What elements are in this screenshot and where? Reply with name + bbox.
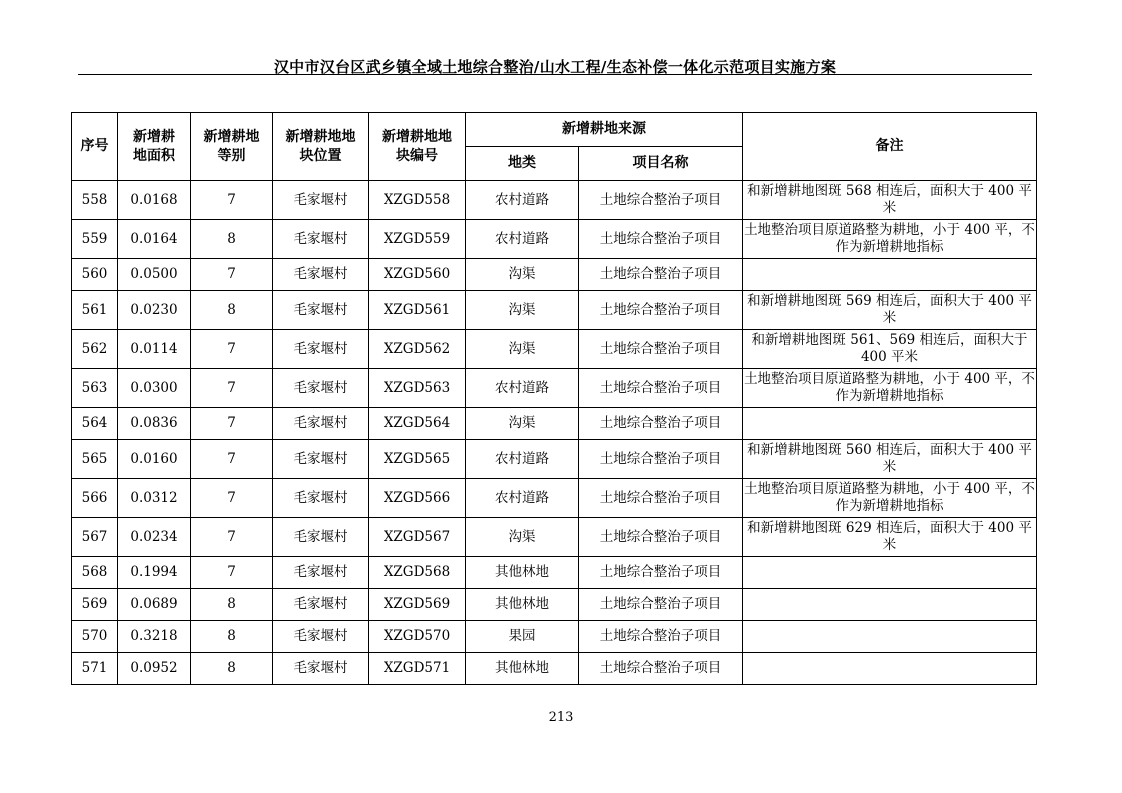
cell-remark: [743, 259, 1037, 291]
cell-area: 0.0164: [118, 220, 191, 259]
cell-code: XZGD562: [369, 330, 466, 369]
cell-area: 0.0952: [118, 653, 191, 685]
cell-seq: 568: [72, 557, 118, 589]
cell-project: 土地综合整治子项目: [579, 589, 743, 621]
cell-code: XZGD560: [369, 259, 466, 291]
cell-area: 0.0114: [118, 330, 191, 369]
cell-project: 土地综合整治子项目: [579, 557, 743, 589]
col-header-grade: 新增耕地 等别: [191, 113, 273, 181]
cell-seq: 558: [72, 181, 118, 220]
cell-grade: 8: [191, 653, 273, 685]
cell-code: XZGD567: [369, 518, 466, 557]
cell-location: 毛家堰村: [273, 589, 369, 621]
col-header-area: 新增耕 地面积: [118, 113, 191, 181]
cell-area: 0.0230: [118, 291, 191, 330]
cell-remark: [743, 653, 1037, 685]
cell-code: XZGD558: [369, 181, 466, 220]
header-rule: [78, 74, 1032, 75]
table-row: [72, 291, 1037, 330]
cell-grade: 7: [191, 259, 273, 291]
cell-grade: 7: [191, 518, 273, 557]
cell-code: XZGD559: [369, 220, 466, 259]
table-row: [72, 479, 1037, 518]
table-row: [72, 653, 1037, 685]
cell-location: 毛家堰村: [273, 330, 369, 369]
cell-grade: 7: [191, 369, 273, 408]
cell-area: 0.0836: [118, 408, 191, 440]
cell-code: XZGD570: [369, 621, 466, 653]
cell-code: XZGD565: [369, 440, 466, 479]
cell-project: 土地综合整治子项目: [579, 369, 743, 408]
cell-code: XZGD561: [369, 291, 466, 330]
table-row: [72, 259, 1037, 291]
cell-location: 毛家堰村: [273, 408, 369, 440]
cell-land-type: 沟渠: [466, 330, 579, 369]
cell-land-type: 沟渠: [466, 518, 579, 557]
cell-land-type: 沟渠: [466, 408, 579, 440]
cell-project: 土地综合整治子项目: [579, 220, 743, 259]
cell-grade: 7: [191, 440, 273, 479]
cell-remark: [743, 408, 1037, 440]
cell-area: 0.0168: [118, 181, 191, 220]
cell-seq: 564: [72, 408, 118, 440]
cell-location: 毛家堰村: [273, 557, 369, 589]
table-row: [72, 440, 1037, 479]
cell-grade: 8: [191, 621, 273, 653]
cell-seq: 560: [72, 259, 118, 291]
cell-location: 毛家堰村: [273, 653, 369, 685]
cell-location: 毛家堰村: [273, 479, 369, 518]
table-row: [72, 408, 1037, 440]
cell-code: XZGD566: [369, 479, 466, 518]
cell-grade: 7: [191, 330, 273, 369]
cell-grade: 8: [191, 220, 273, 259]
table-row: [72, 557, 1037, 589]
farmland-table: [71, 112, 1037, 685]
cell-seq: 571: [72, 653, 118, 685]
cell-code: XZGD564: [369, 408, 466, 440]
table-header-row: [72, 113, 1037, 147]
col-header-location: 新增耕地地 块位置: [273, 113, 369, 181]
cell-seq: 569: [72, 589, 118, 621]
table-row: [72, 589, 1037, 621]
cell-code: XZGD569: [369, 589, 466, 621]
cell-project: 土地综合整治子项目: [579, 259, 743, 291]
col-header-land-type: 地类: [466, 147, 579, 181]
cell-area: 0.0689: [118, 589, 191, 621]
table-row: [72, 220, 1037, 259]
cell-remark: 和新增耕地图斑 568 相连后，面积大于 400 平米: [743, 181, 1037, 220]
cell-area: 0.0500: [118, 259, 191, 291]
cell-remark: [743, 589, 1037, 621]
cell-code: XZGD568: [369, 557, 466, 589]
cell-land-type: 农村道路: [466, 440, 579, 479]
cell-project: 土地综合整治子项目: [579, 653, 743, 685]
cell-grade: 7: [191, 181, 273, 220]
cell-location: 毛家堰村: [273, 518, 369, 557]
cell-grade: 7: [191, 479, 273, 518]
cell-project: 土地综合整治子项目: [579, 518, 743, 557]
cell-grade: 7: [191, 557, 273, 589]
cell-location: 毛家堰村: [273, 220, 369, 259]
cell-location: 毛家堰村: [273, 291, 369, 330]
cell-remark: 和新增耕地图斑 569 相连后，面积大于 400 平米: [743, 291, 1037, 330]
cell-land-type: 其他林地: [466, 589, 579, 621]
cell-remark: 和新增耕地图斑 560 相连后，面积大于 400 平米: [743, 440, 1037, 479]
col-header-project: 项目名称: [579, 147, 743, 181]
cell-project: 土地综合整治子项目: [579, 440, 743, 479]
cell-seq: 567: [72, 518, 118, 557]
cell-land-type: 农村道路: [466, 369, 579, 408]
cell-area: 0.0234: [118, 518, 191, 557]
cell-remark: 土地整治项目原道路整为耕地，小于 400 平，不作为新增耕地指标: [743, 369, 1037, 408]
table-body: [72, 181, 1037, 685]
cell-seq: 559: [72, 220, 118, 259]
cell-remark: 土地整治项目原道路整为耕地，小于 400 平，不作为新增耕地指标: [743, 479, 1037, 518]
cell-area: 0.3218: [118, 621, 191, 653]
table-row: [72, 181, 1037, 220]
cell-location: 毛家堰村: [273, 181, 369, 220]
cell-area: 0.0160: [118, 440, 191, 479]
table-row: [72, 621, 1037, 653]
cell-location: 毛家堰村: [273, 621, 369, 653]
cell-remark: 和新增耕地图斑 561、569 相连后，面积大于 400 平米: [743, 330, 1037, 369]
cell-area: 0.1994: [118, 557, 191, 589]
cell-seq: 562: [72, 330, 118, 369]
col-header-code: 新增耕地地 块编号: [369, 113, 466, 181]
cell-location: 毛家堰村: [273, 440, 369, 479]
cell-land-type: 沟渠: [466, 259, 579, 291]
cell-remark: 土地整治项目原道路整为耕地，小于 400 平，不作为新增耕地指标: [743, 220, 1037, 259]
cell-land-type: 农村道路: [466, 181, 579, 220]
page-header-title: 汉中市汉台区武乡镇全域土地综合整治/山水工程/生态补偿一体化示范项目实施方案: [273, 58, 837, 76]
cell-area: 0.0300: [118, 369, 191, 408]
cell-project: 土地综合整治子项目: [579, 291, 743, 330]
cell-seq: 561: [72, 291, 118, 330]
cell-code: XZGD563: [369, 369, 466, 408]
table-row: [72, 518, 1037, 557]
cell-location: 毛家堰村: [273, 259, 369, 291]
table-row: [72, 369, 1037, 408]
cell-project: 土地综合整治子项目: [579, 621, 743, 653]
cell-land-type: 农村道路: [466, 479, 579, 518]
cell-project: 土地综合整治子项目: [579, 408, 743, 440]
cell-grade: 8: [191, 589, 273, 621]
page-number: 213: [548, 710, 574, 725]
cell-grade: 8: [191, 291, 273, 330]
cell-land-type: 农村道路: [466, 220, 579, 259]
cell-remark: 和新增耕地图斑 629 相连后，面积大于 400 平米: [743, 518, 1037, 557]
cell-remark: [743, 557, 1037, 589]
cell-land-type: 其他林地: [466, 653, 579, 685]
cell-seq: 565: [72, 440, 118, 479]
cell-project: 土地综合整治子项目: [579, 181, 743, 220]
col-header-seq: 序号: [72, 113, 118, 181]
cell-grade: 7: [191, 408, 273, 440]
col-header-remark: 备注: [743, 113, 1037, 181]
cell-project: 土地综合整治子项目: [579, 330, 743, 369]
cell-code: XZGD571: [369, 653, 466, 685]
cell-area: 0.0312: [118, 479, 191, 518]
cell-land-type: 沟渠: [466, 291, 579, 330]
cell-location: 毛家堰村: [273, 369, 369, 408]
table-row: [72, 330, 1037, 369]
cell-project: 土地综合整治子项目: [579, 479, 743, 518]
cell-land-type: 其他林地: [466, 557, 579, 589]
cell-seq: 563: [72, 369, 118, 408]
col-header-source: 新增耕地来源: [466, 113, 743, 147]
cell-seq: 570: [72, 621, 118, 653]
cell-remark: [743, 621, 1037, 653]
cell-land-type: 果园: [466, 621, 579, 653]
cell-seq: 566: [72, 479, 118, 518]
